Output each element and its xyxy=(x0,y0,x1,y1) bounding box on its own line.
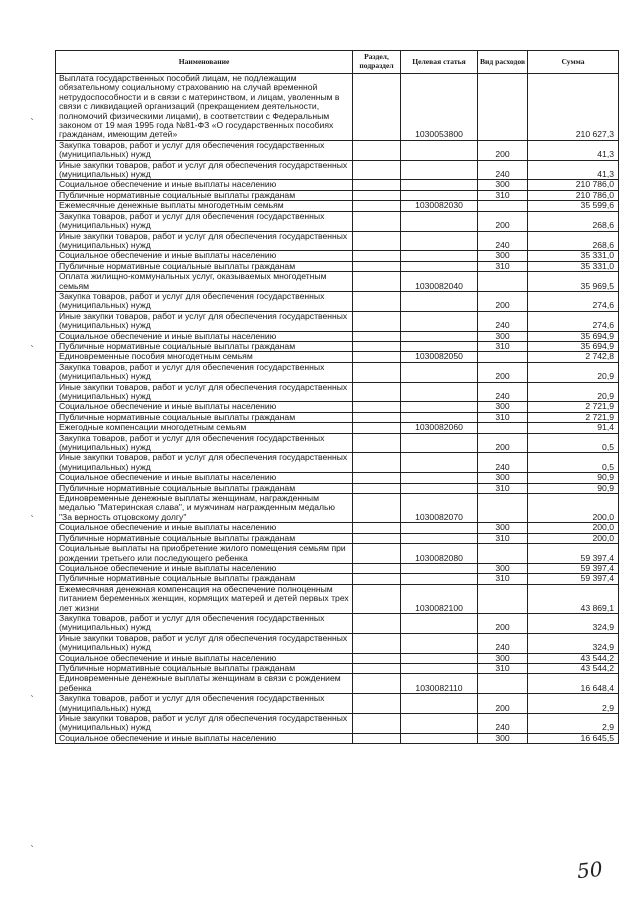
cell-amount: 59 397,4 xyxy=(528,544,619,564)
table-row xyxy=(56,201,619,211)
cell-amount: 200,0 xyxy=(528,533,619,543)
cell-kind: 240 xyxy=(478,382,528,402)
cell-target xyxy=(401,663,478,673)
table-row xyxy=(56,544,619,564)
table-row xyxy=(56,190,619,200)
cell-name: Закупка товаров, работ и услуг для обеспечения государственных (муниципальных) нужд xyxy=(56,433,353,453)
cell-section xyxy=(353,160,401,180)
table-row xyxy=(56,231,619,251)
cell-target xyxy=(401,733,478,743)
cell-section xyxy=(353,412,401,422)
cell-target xyxy=(401,211,478,231)
cell-amount: 41,3 xyxy=(528,160,619,180)
cell-amount: 274,6 xyxy=(528,291,619,311)
cell-amount: 90,9 xyxy=(528,483,619,493)
cell-section xyxy=(353,180,401,190)
cell-amount: 2 721,9 xyxy=(528,412,619,422)
table-row xyxy=(56,563,619,573)
cell-kind: 310 xyxy=(478,574,528,584)
cell-kind: 200 xyxy=(478,140,528,160)
cell-name: Закупка товаров, работ и услуг для обеспечения государственных (муниципальных) нужд xyxy=(56,613,353,633)
cell-section xyxy=(353,433,401,453)
table-row xyxy=(56,674,619,694)
cell-kind: 310 xyxy=(478,663,528,673)
cell-amount: 20,9 xyxy=(528,382,619,402)
cell-name: Публичные нормативные социальные выплаты гражданам xyxy=(56,533,353,543)
cell-target: 1030082040 xyxy=(401,272,478,292)
table-row xyxy=(56,694,619,714)
table-row xyxy=(56,653,619,663)
cell-target: 1030053800 xyxy=(401,74,478,141)
margin-mark: ` xyxy=(30,695,35,706)
cell-amount: 324,9 xyxy=(528,613,619,633)
cell-amount: 20,9 xyxy=(528,362,619,382)
cell-target xyxy=(401,261,478,271)
table-body xyxy=(56,74,619,744)
cell-amount: 59 397,4 xyxy=(528,574,619,584)
cell-kind: 240 xyxy=(478,231,528,251)
table-row xyxy=(56,251,619,261)
table-row xyxy=(56,473,619,483)
cell-amount: 16 648,4 xyxy=(528,674,619,694)
cell-name: Социальное обеспечение и иные выплаты населению xyxy=(56,331,353,341)
margin-mark: ` xyxy=(30,345,35,356)
cell-kind: 300 xyxy=(478,523,528,533)
cell-section xyxy=(353,331,401,341)
cell-name: Закупка товаров, работ и услуг для обеспечения государственных (муниципальных) нужд xyxy=(56,211,353,231)
cell-section xyxy=(353,291,401,311)
cell-target: 1030082070 xyxy=(401,494,478,523)
header-target: Целевая статья xyxy=(401,51,478,74)
table-row xyxy=(56,412,619,422)
cell-target xyxy=(401,412,478,422)
cell-section xyxy=(353,140,401,160)
cell-kind: 310 xyxy=(478,533,528,543)
cell-section xyxy=(353,613,401,633)
cell-amount: 324,9 xyxy=(528,633,619,653)
cell-target xyxy=(401,563,478,573)
cell-target xyxy=(401,251,478,261)
header-row xyxy=(56,51,619,74)
cell-kind: 200 xyxy=(478,613,528,633)
cell-section xyxy=(353,533,401,543)
cell-kind xyxy=(478,674,528,694)
cell-name: Публичные нормативные социальные выплаты гражданам xyxy=(56,341,353,351)
table-row xyxy=(56,140,619,160)
cell-name: Социальное обеспечение и иные выплаты населению xyxy=(56,523,353,533)
cell-amount: 35 694,9 xyxy=(528,331,619,341)
table-row xyxy=(56,494,619,523)
table-row xyxy=(56,352,619,362)
cell-target xyxy=(401,433,478,453)
cell-kind: 310 xyxy=(478,341,528,351)
table-row xyxy=(56,261,619,271)
cell-kind: 310 xyxy=(478,483,528,493)
cell-section xyxy=(353,544,401,564)
cell-section xyxy=(353,663,401,673)
cell-section xyxy=(353,494,401,523)
table-row xyxy=(56,613,619,633)
table-row xyxy=(56,311,619,331)
cell-amount: 210 627,3 xyxy=(528,74,619,141)
cell-amount: 43 544,2 xyxy=(528,663,619,673)
cell-section xyxy=(353,473,401,483)
cell-section xyxy=(353,74,401,141)
cell-amount: 2 742,8 xyxy=(528,352,619,362)
cell-kind: 300 xyxy=(478,402,528,412)
cell-amount: 200,0 xyxy=(528,523,619,533)
cell-section xyxy=(353,563,401,573)
cell-section xyxy=(353,633,401,653)
table-row xyxy=(56,433,619,453)
table-row xyxy=(56,331,619,341)
table-row xyxy=(56,160,619,180)
cell-target: 1030082080 xyxy=(401,544,478,564)
cell-kind: 310 xyxy=(478,261,528,271)
cell-name: Закупка товаров, работ и услуг для обеспечения государственных (муниципальных) нужд xyxy=(56,140,353,160)
cell-kind: 240 xyxy=(478,160,528,180)
cell-section xyxy=(353,211,401,231)
cell-section xyxy=(353,423,401,433)
table-row xyxy=(56,714,619,734)
cell-kind xyxy=(478,352,528,362)
cell-section xyxy=(353,523,401,533)
cell-amount: 91,4 xyxy=(528,423,619,433)
cell-kind: 200 xyxy=(478,362,528,382)
cell-kind: 240 xyxy=(478,311,528,331)
cell-section xyxy=(353,674,401,694)
cell-name: Социальное обеспечение и иные выплаты населению xyxy=(56,733,353,743)
cell-amount: 210 786,0 xyxy=(528,180,619,190)
table-row xyxy=(56,633,619,653)
header-kind: Вид расходов xyxy=(478,51,528,74)
cell-kind: 300 xyxy=(478,733,528,743)
cell-name: Публичные нормативные социальные выплаты гражданам xyxy=(56,412,353,422)
header-section: Раздел, подраздел xyxy=(353,51,401,74)
cell-name: Иные закупки товаров, работ и услуг для обеспечения государственных (муниципальных) нужд xyxy=(56,311,353,331)
cell-target xyxy=(401,453,478,473)
table-header xyxy=(56,51,619,74)
table-row xyxy=(56,382,619,402)
cell-section xyxy=(353,231,401,251)
cell-section xyxy=(353,261,401,271)
table-row xyxy=(56,74,619,141)
cell-section xyxy=(353,341,401,351)
cell-target xyxy=(401,180,478,190)
cell-name: Оплата жилищно-коммунальных услуг, оказываемых многодетным семьям xyxy=(56,272,353,292)
cell-target xyxy=(401,714,478,734)
cell-name: Социальное обеспечение и иные выплаты населению xyxy=(56,653,353,663)
cell-kind: 300 xyxy=(478,180,528,190)
cell-section xyxy=(353,653,401,663)
cell-name: Иные закупки товаров, работ и услуг для обеспечения государственных (муниципальных) нужд xyxy=(56,160,353,180)
cell-name: Ежемесячная денежная компенсация на обеспечение полноценным питанием беременных женщин, кормящих матерей и детей первых трех лет жизни xyxy=(56,584,353,613)
cell-name: Выплата государственных пособий лицам, не подлежащим обязательному социальному страхованию на случай временной нетрудоспособности и в связи с материнством, и лицам, уволенным в связи с ликвидацией организаций (прекращением деятельности, полномочий физическими лицами), в соответствии с Федеральным законом от 19 мая 1995 года №81-ФЗ «О государственных пособиях гражданам, имеющим детей» xyxy=(56,74,353,141)
cell-name: Единовременные денежные выплаты женщинам в связи с рождением ребенка xyxy=(56,674,353,694)
cell-amount: 35 694,9 xyxy=(528,341,619,351)
margin-mark: ` xyxy=(30,845,35,856)
cell-section xyxy=(353,251,401,261)
cell-section xyxy=(353,201,401,211)
cell-name: Публичные нормативные социальные выплаты гражданам xyxy=(56,261,353,271)
cell-target xyxy=(401,231,478,251)
cell-amount: 2 721,9 xyxy=(528,402,619,412)
cell-section xyxy=(353,453,401,473)
cell-amount: 35 599,6 xyxy=(528,201,619,211)
cell-amount: 0,5 xyxy=(528,453,619,473)
cell-kind: 300 xyxy=(478,473,528,483)
header-name: Наименование xyxy=(56,51,353,74)
cell-target: 1030082100 xyxy=(401,584,478,613)
cell-amount: 43 869,1 xyxy=(528,584,619,613)
cell-kind xyxy=(478,201,528,211)
cell-kind: 300 xyxy=(478,251,528,261)
cell-kind xyxy=(478,423,528,433)
cell-amount: 35 969,5 xyxy=(528,272,619,292)
cell-name: Единовременные пособия многодетным семьям xyxy=(56,352,353,362)
cell-name: Закупка товаров, работ и услуг для обеспечения государственных (муниципальных) нужд xyxy=(56,694,353,714)
cell-target xyxy=(401,523,478,533)
cell-kind: 200 xyxy=(478,291,528,311)
cell-kind xyxy=(478,74,528,141)
cell-kind xyxy=(478,494,528,523)
cell-target xyxy=(401,382,478,402)
table-row xyxy=(56,362,619,382)
cell-target: 1030082110 xyxy=(401,674,478,694)
table-row xyxy=(56,523,619,533)
cell-target: 1030082030 xyxy=(401,201,478,211)
cell-name: Публичные нормативные социальные выплаты гражданам xyxy=(56,663,353,673)
cell-name: Ежегодные компенсации многодетным семьям xyxy=(56,423,353,433)
cell-section xyxy=(353,574,401,584)
cell-kind xyxy=(478,544,528,564)
cell-amount: 274,6 xyxy=(528,311,619,331)
table-row xyxy=(56,483,619,493)
cell-kind: 310 xyxy=(478,412,528,422)
cell-section xyxy=(353,714,401,734)
cell-section xyxy=(353,483,401,493)
table-row xyxy=(56,423,619,433)
cell-target xyxy=(401,140,478,160)
cell-name: Иные закупки товаров, работ и услуг для обеспечения государственных (муниципальных) нужд xyxy=(56,633,353,653)
cell-section xyxy=(353,311,401,331)
margin-mark: ` xyxy=(30,118,35,129)
cell-section xyxy=(353,402,401,412)
cell-amount: 90,9 xyxy=(528,473,619,483)
table-row xyxy=(56,733,619,743)
cell-name: Иные закупки товаров, работ и услуг для обеспечения государственных (муниципальных) нужд xyxy=(56,714,353,734)
cell-amount: 210 786,0 xyxy=(528,190,619,200)
cell-kind: 240 xyxy=(478,453,528,473)
cell-kind: 240 xyxy=(478,714,528,734)
cell-section xyxy=(353,272,401,292)
cell-target xyxy=(401,633,478,653)
page-number: 50 xyxy=(575,856,604,884)
cell-target xyxy=(401,160,478,180)
table-row xyxy=(56,533,619,543)
table-row xyxy=(56,584,619,613)
table-row xyxy=(56,211,619,231)
cell-name: Социальное обеспечение и иные выплаты населению xyxy=(56,563,353,573)
cell-amount: 35 331,0 xyxy=(528,261,619,271)
cell-name: Публичные нормативные социальные выплаты гражданам xyxy=(56,574,353,584)
cell-name: Закупка товаров, работ и услуг для обеспечения государственных (муниципальных) нужд xyxy=(56,291,353,311)
cell-target xyxy=(401,653,478,663)
cell-target xyxy=(401,483,478,493)
cell-kind: 300 xyxy=(478,653,528,663)
table-row xyxy=(56,291,619,311)
cell-amount: 41,3 xyxy=(528,140,619,160)
cell-amount: 59 397,4 xyxy=(528,563,619,573)
cell-kind: 240 xyxy=(478,633,528,653)
cell-target xyxy=(401,341,478,351)
cell-target xyxy=(401,533,478,543)
cell-amount: 2,9 xyxy=(528,694,619,714)
cell-section xyxy=(353,694,401,714)
cell-target: 1030082050 xyxy=(401,352,478,362)
cell-name: Ежемесячные денежные выплаты многодетным семьям xyxy=(56,201,353,211)
table-row xyxy=(56,402,619,412)
cell-target xyxy=(401,613,478,633)
cell-amount: 35 331,0 xyxy=(528,251,619,261)
cell-kind xyxy=(478,584,528,613)
cell-amount: 2,9 xyxy=(528,714,619,734)
cell-kind xyxy=(478,272,528,292)
cell-kind: 200 xyxy=(478,694,528,714)
cell-kind: 300 xyxy=(478,331,528,341)
cell-amount: 200,0 xyxy=(528,494,619,523)
cell-section xyxy=(353,352,401,362)
cell-name: Социальное обеспечение и иные выплаты населению xyxy=(56,251,353,261)
cell-kind: 200 xyxy=(478,211,528,231)
cell-kind: 200 xyxy=(478,433,528,453)
cell-target xyxy=(401,311,478,331)
table-row xyxy=(56,574,619,584)
cell-name: Публичные нормативные социальные выплаты гражданам xyxy=(56,483,353,493)
header-amount: Сумма xyxy=(528,51,619,74)
cell-amount: 16 645,5 xyxy=(528,733,619,743)
cell-name: Иные закупки товаров, работ и услуг для обеспечения государственных (муниципальных) нужд xyxy=(56,231,353,251)
cell-name: Иные закупки товаров, работ и услуг для обеспечения государственных (муниципальных) нужд xyxy=(56,382,353,402)
cell-amount: 268,6 xyxy=(528,231,619,251)
cell-target xyxy=(401,190,478,200)
table-row xyxy=(56,663,619,673)
table-row xyxy=(56,272,619,292)
cell-name: Социальное обеспечение и иные выплаты населению xyxy=(56,402,353,412)
cell-kind: 310 xyxy=(478,190,528,200)
cell-name: Иные закупки товаров, работ и услуг для обеспечения государственных (муниципальных) нужд xyxy=(56,453,353,473)
cell-amount: 268,6 xyxy=(528,211,619,231)
cell-target: 1030082060 xyxy=(401,423,478,433)
cell-section xyxy=(353,190,401,200)
cell-target xyxy=(401,291,478,311)
cell-section xyxy=(353,362,401,382)
cell-target xyxy=(401,473,478,483)
table-row xyxy=(56,180,619,190)
budget-table xyxy=(55,50,619,744)
cell-target xyxy=(401,574,478,584)
cell-target xyxy=(401,694,478,714)
cell-section xyxy=(353,584,401,613)
cell-name: Социальное обеспечение и иные выплаты населению xyxy=(56,180,353,190)
cell-name: Единовременные денежные выплаты женщинам, награжденным медалью "Материнская слава", и мужчинам награжденным медалью "За верность отцовскому долгу" xyxy=(56,494,353,523)
cell-amount: 43 544,2 xyxy=(528,653,619,663)
cell-target xyxy=(401,331,478,341)
cell-name: Социальное обеспечение и иные выплаты населению xyxy=(56,473,353,483)
cell-kind: 300 xyxy=(478,563,528,573)
cell-name: Закупка товаров, работ и услуг для обеспечения государственных (муниципальных) нужд xyxy=(56,362,353,382)
cell-name: Социальные выплаты на приобретение жилого помещения семьям при рождении третьего или последующего ребенка xyxy=(56,544,353,564)
cell-section xyxy=(353,733,401,743)
cell-amount: 0,5 xyxy=(528,433,619,453)
cell-target xyxy=(401,402,478,412)
table-row xyxy=(56,453,619,473)
table-row xyxy=(56,341,619,351)
cell-name: Публичные нормативные социальные выплаты гражданам xyxy=(56,190,353,200)
cell-section xyxy=(353,382,401,402)
margin-mark: ` xyxy=(30,515,35,526)
cell-target xyxy=(401,362,478,382)
